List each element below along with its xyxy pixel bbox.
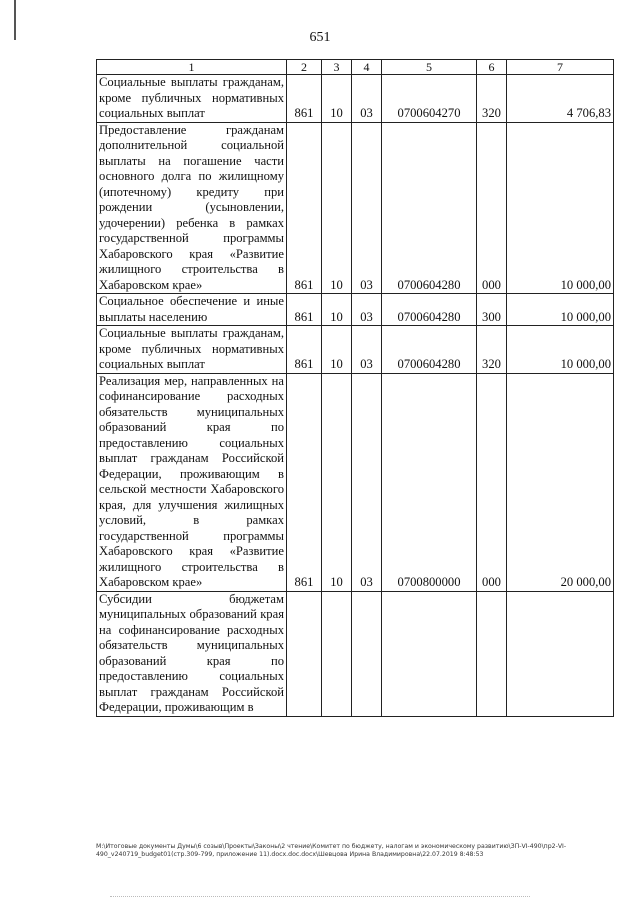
table-row <box>97 326 614 374</box>
row-code-type: 320 <box>477 75 507 123</box>
row-name: Предоставление гражданам дополнительной социальной выплаты на погашение части основного долга по жилищному (ипотечному) кредиту при рождении (усыновлении, удочерении) ребенка в рамках государственной программы Хабаровского края «Развитие жилищного строительства в Хабаровском крае» <box>97 122 287 294</box>
row-code-type: 320 <box>477 326 507 374</box>
row-code-type: 000 <box>477 122 507 294</box>
budget-table <box>96 59 614 717</box>
header-cell: 5 <box>382 60 477 75</box>
row-code-ministry: 861 <box>287 326 322 374</box>
row-code-section: 10 <box>322 326 352 374</box>
row-code-section: 10 <box>322 122 352 294</box>
row-code-subsection: 03 <box>352 373 382 591</box>
row-amount: 4 706,83 <box>507 75 614 123</box>
header-cell: 1 <box>97 60 287 75</box>
row-code-type: 000 <box>477 373 507 591</box>
bottom-scan-artifact <box>110 896 530 897</box>
row-code-section: 10 <box>322 294 352 326</box>
row-code-subsection: 03 <box>352 75 382 123</box>
row-amount: 10 000,00 <box>507 122 614 294</box>
row-amount: 20 000,00 <box>507 373 614 591</box>
row-name: Социальное обеспечение и иные выплаты населению <box>97 294 287 326</box>
header-cell: 3 <box>322 60 352 75</box>
row-code-section <box>322 591 352 716</box>
row-code-ministry: 861 <box>287 75 322 123</box>
row-amount: 10 000,00 <box>507 326 614 374</box>
row-code-type: 300 <box>477 294 507 326</box>
row-code-subsection <box>352 591 382 716</box>
row-code-subsection: 03 <box>352 326 382 374</box>
page-number: 651 <box>309 30 331 45</box>
table-header-row <box>97 60 614 75</box>
row-amount: 10 000,00 <box>507 294 614 326</box>
row-code-target: 0700604280 <box>382 326 477 374</box>
row-code-target <box>382 591 477 716</box>
row-code-type <box>477 591 507 716</box>
row-code-section: 10 <box>322 373 352 591</box>
row-code-subsection: 03 <box>352 294 382 326</box>
table-row <box>97 373 614 591</box>
row-code-ministry: 861 <box>287 122 322 294</box>
document-path-footer: М:\Итоговые документы Думы\6 созыв\Проекты\Законы\2 чтение\Комитет по бюджету, налогам и экономическому развитию\ЗП-VI-490\пр2-VI-490_v240719_budget01(стр.309-799, приложение 11).docx.doc.docx\Шевцова Ирина Владимировна\22.07.2019 8:48:53 <box>96 843 567 858</box>
row-code-target: 0700604280 <box>382 122 477 294</box>
row-name: Социальные выплаты гражданам, кроме публичных нормативных социальных выплат <box>97 75 287 123</box>
row-code-subsection: 03 <box>352 122 382 294</box>
row-code-section: 10 <box>322 75 352 123</box>
table-row <box>97 122 614 294</box>
row-code-target: 0700604270 <box>382 75 477 123</box>
row-code-ministry: 861 <box>287 373 322 591</box>
row-amount <box>507 591 614 716</box>
row-name: Социальные выплаты гражданам, кроме публичных нормативных социальных выплат <box>97 326 287 374</box>
table-row <box>97 75 614 123</box>
header-cell: 4 <box>352 60 382 75</box>
row-code-target: 0700800000 <box>382 373 477 591</box>
row-name: Субсидии бюджетам муниципальных образований края на софинансирование расходных обязательств муниципальных образований края по предоставлению социальных выплат гражданам Российской Федерации, проживающим в <box>97 591 287 716</box>
header-cell: 6 <box>477 60 507 75</box>
row-code-ministry <box>287 591 322 716</box>
row-name: Реализация мер, направленных на софинансирование расходных обязательств муниципальных образований края по предоставлению социальных выплат гражданам Российской Федерации, проживающим в сельской местности Хабаровского края, для улучшения жилищных условий, в рамках государственной программы Хабаровского края «Развитие жилищного строительства в Хабаровском крае» <box>97 373 287 591</box>
header-cell: 2 <box>287 60 322 75</box>
table-row <box>97 294 614 326</box>
header-cell: 7 <box>507 60 614 75</box>
table-row <box>97 591 614 716</box>
row-code-target: 0700604280 <box>382 294 477 326</box>
row-code-ministry: 861 <box>287 294 322 326</box>
